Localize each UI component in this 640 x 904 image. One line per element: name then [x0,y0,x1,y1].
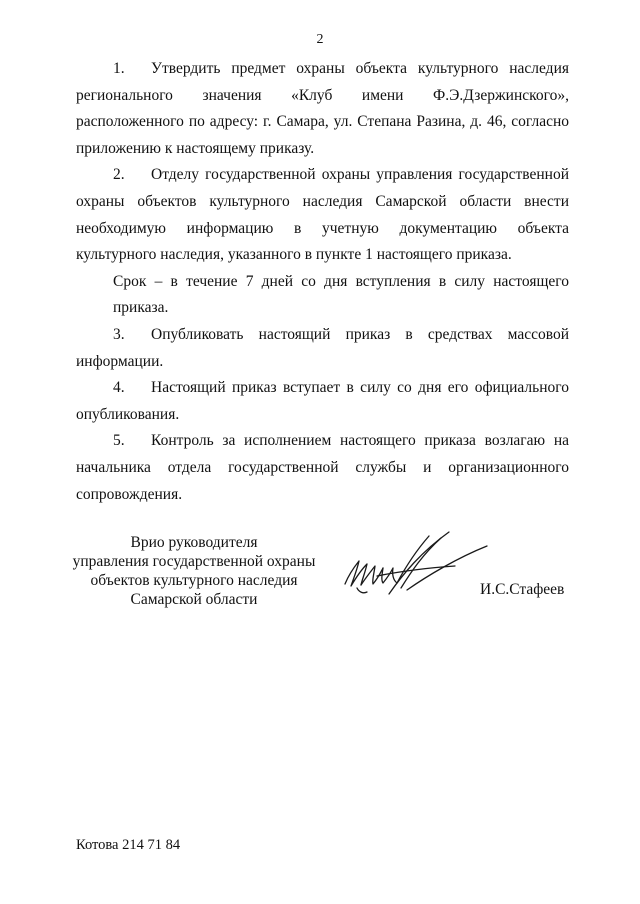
signatory-name: И.С.Стафеев [480,581,565,598]
order-body [76,56,569,508]
order-item-1 [76,56,569,162]
item-text: Настоящий приказ вступает в силу со дня его официального опубликования. [76,379,569,423]
item-number: 2. [113,166,125,184]
item-number: 4. [113,379,125,397]
signatory-title-line: объектов культурного наследия [90,572,298,589]
order-item-3 [76,322,569,375]
handwritten-signature [337,528,497,608]
signatory-title-line: Врио руководителя [130,534,258,551]
signatory-title [70,533,318,609]
order-item-2 [76,162,569,268]
item-text: Утвердить предмет охраны объекта культурного наследия регионального значения «Клуб имени Ф.Э.Дзержинского», расположенного по адресу: г. Самара, ул. Степана Разина, д. 46, согласно приложению к настоящему приказу. [76,60,569,157]
executor-contact: Котова 214 71 84 [76,837,181,853]
order-item-4 [76,375,569,428]
order-term: Срок – в течение 7 дней со дня вступления в силу настоящего приказа. [113,272,569,317]
signatory-title-line: управления государственной охраны [72,553,316,570]
page-number: 2 [316,32,324,47]
item-number: 3. [113,325,125,343]
signatory-title-line: Самарской области [130,591,258,608]
item-text: Отделу государственной охраны управления государственной охраны объектов культурного наследия Самарской области внести необходимую информацию в учетную документацию объекта культурного наследия, указанного в пункте 1 настоящего приказа. [76,166,569,264]
item-number: 5. [113,432,125,450]
item-number: 1. [113,60,125,77]
item-text: Контроль за исполнением настоящего приказа возлагаю на начальника отдела государственной службы и организационного сопровождения. [76,432,569,503]
item-text: Опубликовать настоящий приказ в средствах массовой информации. [76,325,569,370]
order-item-5 [76,428,569,508]
